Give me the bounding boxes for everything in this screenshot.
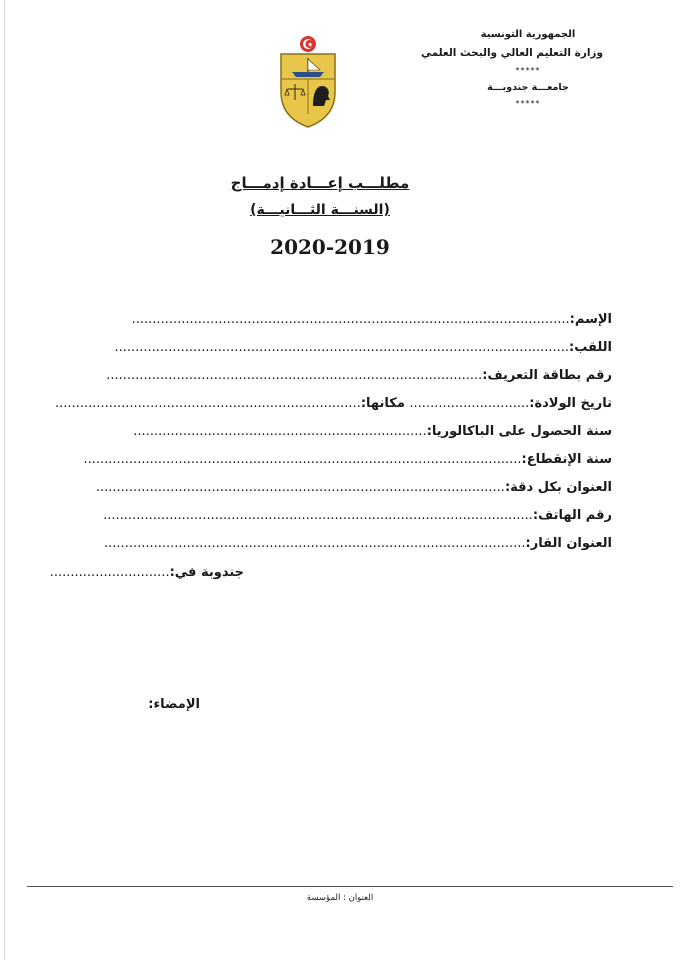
field-address-dots: ................................................................................................... bbox=[95, 480, 505, 495]
field-phone-dots: ........................................................................................................ bbox=[103, 508, 533, 523]
signature-label: الإمضاء: bbox=[148, 697, 200, 712]
form-subtitle: (السنـــة الثـــانيـــة) bbox=[250, 202, 390, 218]
field-birth-place-label: مكانها: bbox=[360, 396, 405, 411]
field-phone[interactable] bbox=[103, 508, 612, 523]
field-address[interactable] bbox=[96, 480, 612, 495]
field-address-label: العنوان بكل دقة: bbox=[504, 480, 612, 495]
field-permanent-address-dots: ...................................................................................................... bbox=[104, 536, 526, 551]
field-bac-year-dots: ....................................................................... bbox=[133, 424, 427, 439]
page-edge bbox=[4, 0, 5, 960]
field-jendouba-label: جندوبة في: bbox=[169, 565, 244, 580]
field-id-card[interactable] bbox=[106, 368, 612, 383]
form-title: مطلـــب إعـــادة إدمـــاج bbox=[230, 174, 410, 192]
field-jendouba-date[interactable] bbox=[50, 565, 244, 580]
field-bac-year[interactable] bbox=[133, 424, 612, 439]
footer-divider bbox=[27, 886, 673, 887]
field-bac-year-label: سنة الحصول على الباكالوريا: bbox=[426, 424, 612, 439]
republic-label: الجمهورية التونسية bbox=[480, 29, 576, 40]
field-name[interactable] bbox=[132, 312, 612, 327]
field-id-card-dots: ........................................................................................... bbox=[106, 368, 483, 383]
tunisia-coat-of-arms-icon bbox=[278, 34, 338, 128]
field-surname[interactable] bbox=[114, 340, 612, 355]
field-name-dots: .......................................................................................................... bbox=[131, 312, 570, 327]
field-permanent-address[interactable] bbox=[104, 536, 612, 551]
field-dropout-year-label: سنة الإنقطاع: bbox=[521, 452, 612, 467]
separator-stars: ***** bbox=[515, 65, 541, 75]
field-birth-place-dots: .......................................................................... bbox=[55, 396, 361, 411]
ministry-label: وزارة التعليم العالي والبحث العلمي bbox=[420, 47, 603, 59]
institution-header bbox=[420, 29, 603, 116]
university-label: جامعـــة جندوبـــة bbox=[487, 81, 569, 93]
field-birth-date-label: تاريخ الولادة: bbox=[529, 396, 612, 411]
ship-hull bbox=[292, 72, 324, 77]
academic-year: 2020-2019 bbox=[270, 235, 390, 259]
field-permanent-address-label: العنوان القار: bbox=[525, 536, 612, 551]
field-dropout-year-dots: .......................................................................................................... bbox=[83, 452, 522, 467]
field-id-card-label: رقم بطاقة التعريف: bbox=[482, 368, 612, 383]
field-surname-label: اللقب: bbox=[569, 340, 612, 355]
field-phone-label: رقم الهاتف: bbox=[532, 508, 612, 523]
field-dropout-year[interactable] bbox=[83, 452, 612, 467]
field-birth-date-dots: ............................. bbox=[409, 396, 530, 411]
separator-stars-2: ***** bbox=[515, 99, 541, 108]
field-birth[interactable] bbox=[55, 396, 612, 411]
footer-address: العنوان : المؤسسة bbox=[306, 893, 374, 903]
field-surname-dots: .............................................................................................................. bbox=[114, 340, 570, 355]
field-jendouba-dots: ............................. bbox=[49, 565, 170, 580]
field-name-label: الإسم: bbox=[569, 312, 612, 327]
